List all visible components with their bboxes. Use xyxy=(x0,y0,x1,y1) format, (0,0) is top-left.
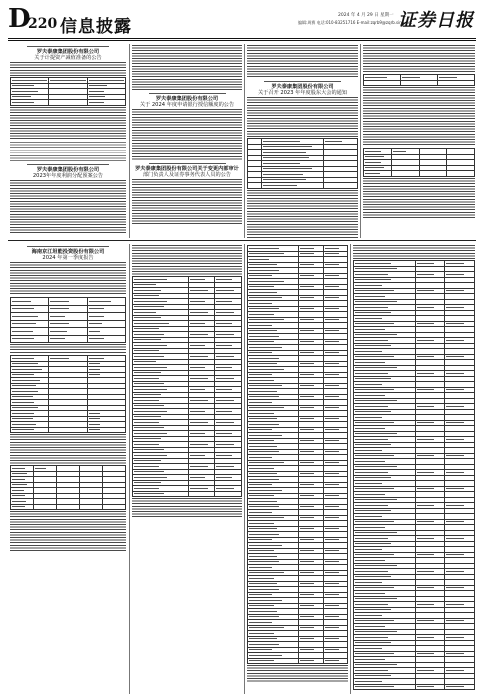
body-text xyxy=(132,109,242,161)
masthead xyxy=(8,6,476,38)
announcement-title: 罗夫泰康集团股份有限公司 关于召开 2023 年年度股东大会的通知 xyxy=(257,84,348,96)
balance-sheet-table xyxy=(132,276,242,497)
column-bottom-2 xyxy=(132,244,242,694)
masthead-rule-thin xyxy=(8,40,476,41)
nonrecurring-table xyxy=(10,355,126,433)
column-divider xyxy=(129,244,130,694)
body-text xyxy=(10,62,126,76)
column-top-2 xyxy=(132,44,242,238)
impairment-table xyxy=(10,77,126,106)
column-bottom-4 xyxy=(353,244,475,694)
column-divider xyxy=(129,44,130,238)
body-text xyxy=(10,180,126,234)
body-text xyxy=(10,107,126,141)
body-text xyxy=(363,45,475,73)
half-divider xyxy=(8,240,476,241)
editor-line: 编辑:周赛 电话:010-83251716 E-mail:zqrb9@zqrb.sina.net xyxy=(298,20,413,25)
column-bottom-1 xyxy=(10,244,126,694)
agenda-table xyxy=(247,138,358,189)
announcement-title: 罗夫泰康集团股份有限公司 关于计提资产减值准备的公告 xyxy=(34,49,102,61)
body-text xyxy=(247,190,358,239)
body-text xyxy=(363,178,475,218)
body-text xyxy=(132,245,242,275)
announcement-code-line xyxy=(10,164,126,165)
body-text xyxy=(247,45,358,79)
announcement-title: 罗夫泰康集团股份有限公司关于变更内部审计 部门负责人及证券事务代表人员的公告 xyxy=(135,166,239,178)
announcement-code-line xyxy=(132,93,242,94)
body-text xyxy=(363,87,475,147)
masthead-rule xyxy=(8,38,476,39)
column-top-3 xyxy=(247,44,358,238)
announcement-title: 海南京江坦能投资股份有限公司 2024 年第一季度报告 xyxy=(31,249,105,261)
announcement-code-line xyxy=(247,81,358,82)
body-text xyxy=(132,179,242,225)
financial-table xyxy=(10,297,126,343)
column-top-4 xyxy=(363,44,475,238)
body-text xyxy=(132,498,242,518)
announcement-code-line xyxy=(10,46,126,47)
announcement-code-line xyxy=(132,163,242,164)
body-text xyxy=(247,97,358,137)
column-divider xyxy=(244,44,245,238)
column-divider xyxy=(350,244,351,694)
body-text xyxy=(353,245,475,259)
column-top-1 xyxy=(10,44,126,238)
voting-table xyxy=(363,148,475,177)
body-text xyxy=(10,262,126,296)
income-statement-table xyxy=(247,245,348,664)
proxy-table xyxy=(363,74,475,86)
body-text xyxy=(247,665,348,683)
body-text xyxy=(132,45,242,91)
paper-name-logo: 证券日报 xyxy=(398,10,474,31)
body-text xyxy=(10,344,126,354)
page-letter: D xyxy=(8,4,31,34)
body-text xyxy=(10,142,126,162)
page-number: 220 xyxy=(28,16,58,32)
announcement-code-line xyxy=(10,246,126,247)
body-text xyxy=(10,511,126,551)
announcement-title: 罗夫泰康集团股份有限公司 2023年年度利润分配预案公告 xyxy=(32,166,104,179)
column-divider xyxy=(360,44,361,238)
announcement-title: 罗夫泰康集团股份有限公司 关于 2024 年度申请银行授信额度的公告 xyxy=(139,96,235,108)
cash-flow-table xyxy=(353,260,475,690)
column-divider xyxy=(244,244,245,694)
shareholder-table xyxy=(10,465,126,510)
column-bottom-3 xyxy=(247,244,348,694)
issue-date: 2024 年 4 月 29 日 星期一 xyxy=(338,13,394,18)
section-title: 信息披露 xyxy=(60,17,132,37)
body-text xyxy=(10,434,126,464)
